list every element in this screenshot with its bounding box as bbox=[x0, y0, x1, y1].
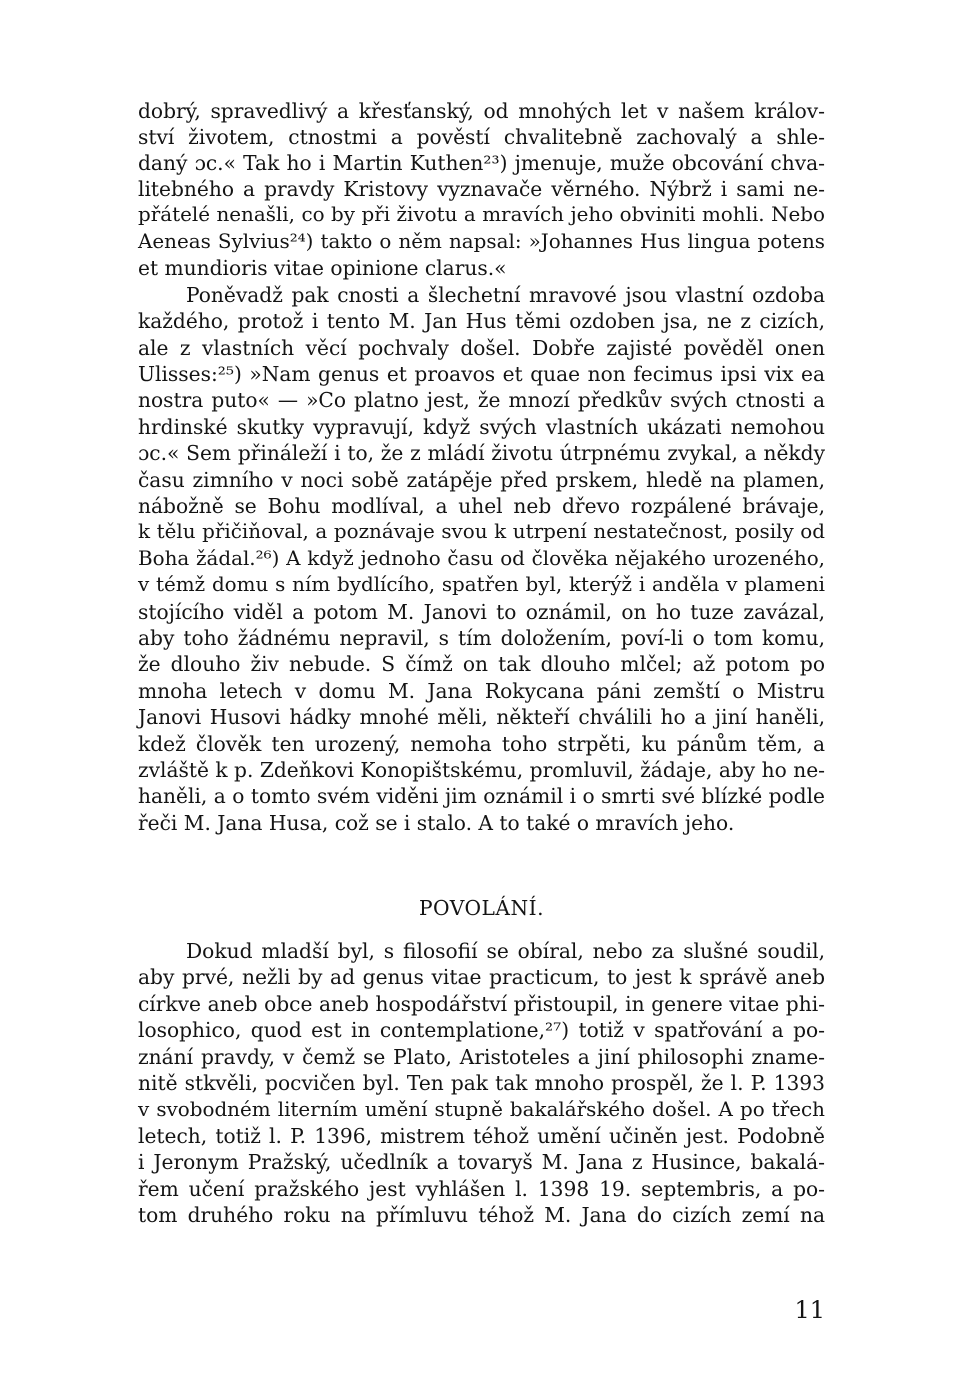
text-line: kdež člověk ten urozený, nemoha toho strpěti, ku pánům těm, a bbox=[138, 732, 825, 756]
text-line: Boha žádal.²⁶) A když jednoho času od člověka nějakého urozeného, bbox=[138, 547, 825, 570]
text-line: losophico, quod est in contemplatione,²⁷) totiž v spatřování a po- bbox=[138, 1018, 825, 1042]
text-line: Poněvadž pak cnosti a šlechetní mravové jsou vlastní ozdoba bbox=[186, 283, 825, 307]
text-line: i Jeronym Pražský, učedlník a tovaryš M. Jana z Husince, bakalá- bbox=[138, 1150, 825, 1174]
text-line: ství životem, ctnostmi a pověstí chvalitebně zachovalý a shle- bbox=[138, 125, 825, 149]
page-number: 11 bbox=[794, 1296, 825, 1324]
text-line: k tělu přičiňoval, a poznávaje svou k utrpení nestatečnost, posily od bbox=[138, 520, 825, 543]
text-line: nostra puto« — »Co platno jest, že mnozí předkův svých ctnosti a bbox=[138, 388, 825, 412]
text-line: v témž domu s ním bydlícího, spatřen byl, kterýž i anděla v plameni bbox=[138, 573, 825, 596]
text-line: Dokud mladší byl, s filosofií se obíral, nebo za slušné soudil, bbox=[186, 939, 825, 963]
text-line: přátelé nenašli, co by při životu a mravích jeho obviniti mohli. Nebo bbox=[138, 203, 825, 226]
text-line: času zimního v noci sobě zatápěje před prskem, hledě na plamen, bbox=[138, 468, 825, 492]
text-line: ale z vlastních věcí pochvaly došel. Dobře zajisté pověděl onen bbox=[138, 336, 825, 360]
text-line: hrdinské skutky vypravují, když svých vlastních ukázati nemohou bbox=[138, 415, 825, 439]
text-line: litebného a pravdy Kristovy vyznavače věrného. Nýbrž i sami ne- bbox=[138, 177, 825, 201]
text-line: řem učení pražského jest vyhlášen l. 1398 19. septembris, a po- bbox=[138, 1177, 825, 1201]
text-line: tom druhého roku na přímluvu téhož M. Jana do cizích zemí na bbox=[138, 1203, 825, 1227]
text-line: každého, protož i tento M. Jan Hus těmi ozdoben jsa, ne z cizích, bbox=[138, 309, 825, 333]
text-line: aby prvé, nežli by ad genus vitae practicum, to jest k správě aneb bbox=[138, 965, 825, 989]
text-line: aby toho žádnému nepravil, s tím doložením, poví-li o tom komu, bbox=[138, 626, 825, 650]
text-line: letech, totiž l. P. 1396, mistrem téhož umění učiněn jest. Podobně bbox=[138, 1124, 825, 1148]
text-line: v svobodném literním umění stupně bakalářského došel. A po třech bbox=[138, 1098, 825, 1121]
text-line: že dlouho živ nebude. S čímž on tak dlouho mlčel; až potom po bbox=[138, 652, 825, 676]
text-line: mnoha letech v domu M. Jana Rokycana páni zemští o Mistru bbox=[138, 679, 825, 703]
text-line: nábožně se Bohu modlíval, a uhel neb dřevo rozpálené brávaje, bbox=[138, 494, 825, 518]
section-heading: POVOLÁNÍ. bbox=[418, 896, 545, 920]
text-line: církve aneb obce aneb hospodářství přistoupil, in genere vitae phi- bbox=[138, 992, 825, 1016]
text-line: stojícího viděl a potom M. Janovi to oznámil, on ho tuze zavázal, bbox=[138, 600, 825, 624]
text-line: znání pravdy, v čemž se Plato, Aristoteles a jiní philosophi zname- bbox=[138, 1045, 825, 1069]
text-line: řeči M. Jana Husa, což se i stalo. A to také o mravích jeho. bbox=[138, 811, 735, 835]
text-line: haněli, a o tomto svém viděni jim oznámil i o smrti své blízké podle bbox=[138, 784, 825, 808]
text-line: zvláště k p. Zdeňkovi Konopištskému, promluvil, žádaje, aby ho ne- bbox=[138, 758, 825, 782]
text-line: et mundioris vitae opinione clarus.« bbox=[138, 256, 507, 280]
text-line: Aeneas Sylvius²⁴) takto o něm napsal: »Johannes Hus lingua potens bbox=[138, 230, 825, 253]
text-line: daný ɔc.« Tak ho i Martin Kuthen²³) jmenuje, muže obcování chva- bbox=[138, 151, 825, 175]
text-line: Janovi Husovi hádky mnohé měli, někteří chválili ho a jiní haněli, bbox=[138, 705, 825, 729]
text-line: ɔc.« Sem přináleží i to, že z mládí životu útrpnému zvykal, a někdy bbox=[138, 441, 825, 465]
text-line: Ulisses:²⁵) »Nam genus et proavos et quae non fecimus ipsi vix ea bbox=[138, 362, 825, 386]
text-line: nitě stkvěli, pocvičen byl. Ten pak tak mnoho prospěl, že l. P. 1393 bbox=[138, 1071, 825, 1095]
text-line: dobrý, spravedlivý a křesťanský, od mnohých let v našem králov- bbox=[138, 99, 825, 123]
